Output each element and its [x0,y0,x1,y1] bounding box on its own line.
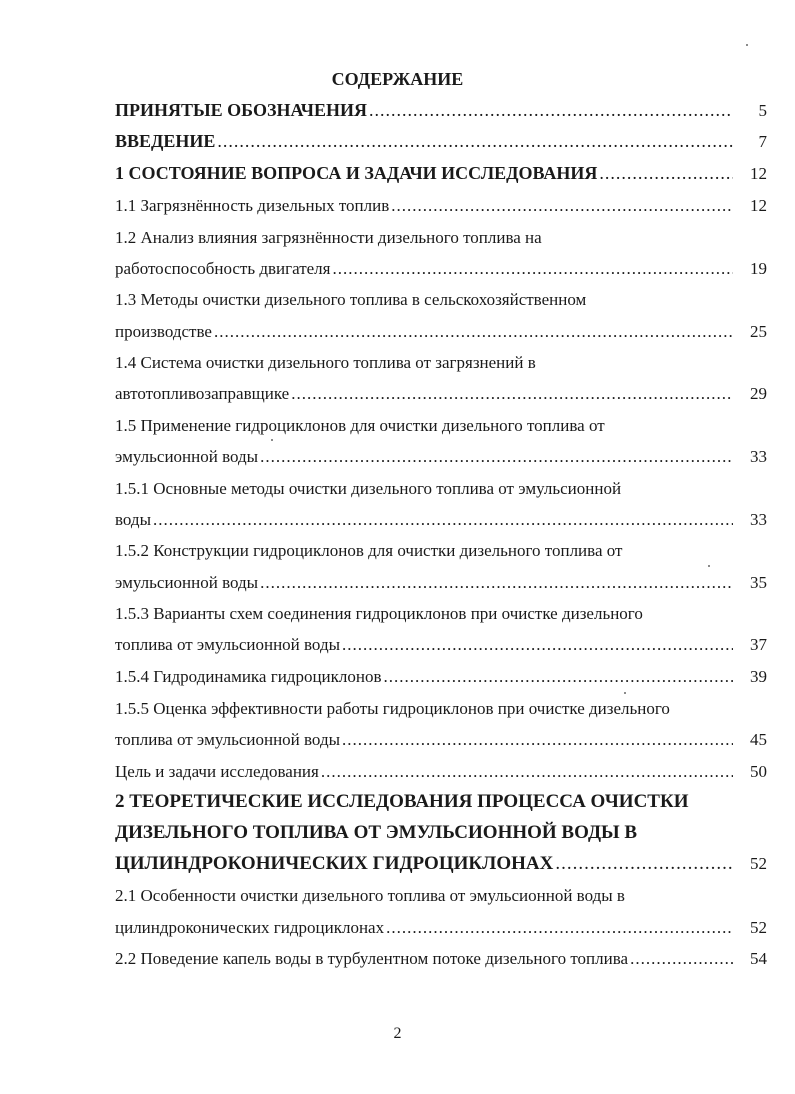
toc-entry-text: 2.2 Поведение капель воды в турбулентном потоке дизельного топлива [115,949,629,968]
toc-entry-page: 35 [750,573,767,592]
dot-leader [630,948,733,970]
toc-entry-1-5-line-1 [115,415,767,437]
toc-entry-1-2-line-2 [115,258,767,280]
toc-entry-chapter-2-line-1 [115,791,767,813]
toc-entry-page: 45 [750,730,767,749]
toc-entry-1-5-1-line-1 [115,478,767,500]
toc-entry-introduction [115,130,767,153]
toc-entry-notation [115,99,767,122]
dot-leader [599,162,733,184]
toc-entry-1-5-line-2 [115,446,767,468]
dot-leader [342,729,733,751]
toc-entry-text: 1.1 Загрязнённость дизельных топлив [115,196,390,215]
toc-entry-text: 1.3 Методы очистки дизельного топлива в сельскохозяйственном [115,290,587,309]
toc-entry-text: 1.5 Применение гидроциклонов для очистки дизельного топлива от [115,416,605,435]
toc-entry-text: 1.5.4 Гидродинамика гидроциклонов [115,667,382,686]
toc-entry-1-4-line-2 [115,383,767,405]
toc-entry-page: 33 [750,447,767,466]
toc-entry-text: 2.1 Особенности очистки дизельного топлива от эмульсионной воды в [115,886,625,905]
toc-entry-page: 25 [750,322,767,341]
scan-speck [624,692,626,694]
dot-leader [386,917,733,939]
toc-entry-chapter-2-line-2 [115,822,767,844]
toc-entry-page: 19 [750,259,767,278]
page-title: СОДЕРЖАНИЕ [331,69,464,89]
dot-leader [384,666,733,688]
toc-entry-1-4-line-1 [115,352,767,374]
scan-speck [708,565,710,567]
toc-entry-text: топлива от эмульсионной воды [115,635,341,654]
toc-entry-page: 5 [758,101,767,120]
dot-leader [260,446,733,468]
toc-entry-text: цилиндроконических гидроциклонах [115,918,385,937]
toc-entry-text: автотопливозаправщике [115,384,290,403]
toc-entry-1-2-line-1 [115,227,767,249]
toc-entry-page: 52 [750,918,767,937]
toc-entry-text: ВВЕДЕНИЕ [115,131,216,151]
dot-leader [217,130,733,152]
toc-entry-page: 7 [758,132,767,151]
toc-entry-1-5-3-line-1 [115,603,767,625]
dot-leader [260,572,733,594]
toc-entry-chapter-2-line-3 [115,853,767,875]
scan-speck [271,439,273,441]
toc-entry-text: 1 СОСТОЯНИЕ ВОПРОСА И ЗАДАЧИ ИССЛЕДОВАНИЯ [115,163,598,183]
toc-entry-text: воды [115,510,151,529]
toc-entry-page: 52 [750,854,767,873]
toc-entry-page: 12 [750,164,767,183]
toc-entry-text: 1.5.1 Основные методы очистки дизельного топлива от эмульсионной [115,479,622,498]
toc-entry-text: ДИЗЕЛЬНОГО ТОПЛИВА ОТ ЭМУЛЬСИОННОЙ ВОДЫ В [115,822,638,843]
toc-entry-text: эмульсионной воды [115,447,259,466]
dot-leader [333,258,734,280]
toc-entry-text: ПРИНЯТЫЕ ОБОЗНАЧЕНИЯ [115,100,367,120]
toc-entry-1-5-2-line-1 [115,540,767,562]
toc-entry-page: 29 [750,384,767,403]
scan-speck [746,44,748,46]
toc-entry-text: 1.2 Анализ влияния загрязнённости дизельного топлива на [115,228,542,247]
dot-leader [153,509,733,531]
toc-entry-text: работоспособность двигателя [115,259,331,278]
toc-entry-page: 39 [750,667,767,686]
toc-entry-text: 1.5.2 Конструкции гидроциклонов для очистки дизельного топлива от [115,541,623,560]
dot-leader [291,383,733,405]
toc-entry-2-1-line-1 [115,885,767,907]
toc-entry-1-3-line-2 [115,321,767,343]
toc-entry-1-5-5-line-1 [115,698,767,720]
toc-entry-1-3-line-1 [115,289,767,311]
toc-entry-1-5-1-line-2 [115,509,767,531]
toc-entry-text: 1.5.3 Варианты схем соединения гидроциклонов при очистке дизельного [115,604,643,623]
toc-entry-1-1 [115,195,767,217]
toc-entry-page: 33 [750,510,767,529]
toc-entry-text: эмульсионной воды [115,573,259,592]
toc-entry-text: топлива от эмульсионной воды [115,730,341,749]
toc-entry-text: 1.5.5 Оценка эффективности работы гидроциклонов при очистке дизельного [115,699,670,718]
toc-entry-page: 54 [750,949,767,968]
dot-leader [555,853,733,875]
toc-entry-1-5-2-line-2 [115,572,767,594]
dot-leader [342,634,733,656]
toc-entry-text: ЦИЛИНДРОКОНИЧЕСКИХ ГИДРОЦИКЛОНАХ [115,853,554,874]
toc-entry-goals [115,761,767,783]
toc-entry-2-2 [115,948,767,970]
toc-entry-chapter-1 [115,162,767,185]
toc-entry-page: 12 [750,196,767,215]
dot-leader [391,195,733,217]
page-number: 2 [393,1025,402,1042]
toc-entry-text: 2 ТЕОРЕТИЧЕСКИЕ ИССЛЕДОВАНИЯ ПРОЦЕССА ОЧИСТКИ [115,791,689,812]
toc-entry-2-1-line-2 [115,917,767,939]
toc-entry-page: 50 [750,762,767,781]
dot-leader [369,99,733,121]
toc-entry-1-5-5-line-2 [115,729,767,751]
toc-entry-text: производстве [115,322,212,341]
dot-leader [321,761,733,783]
toc-entry-1-5-4 [115,666,767,688]
toc-entry-page: 37 [750,635,767,654]
toc-entry-text: 1.4 Система очистки дизельного топлива от загрязнений в [115,353,536,372]
toc-entry-text: Цель и задачи исследования [115,762,319,781]
toc-entry-1-5-3-line-2 [115,634,767,656]
dot-leader [214,321,733,343]
